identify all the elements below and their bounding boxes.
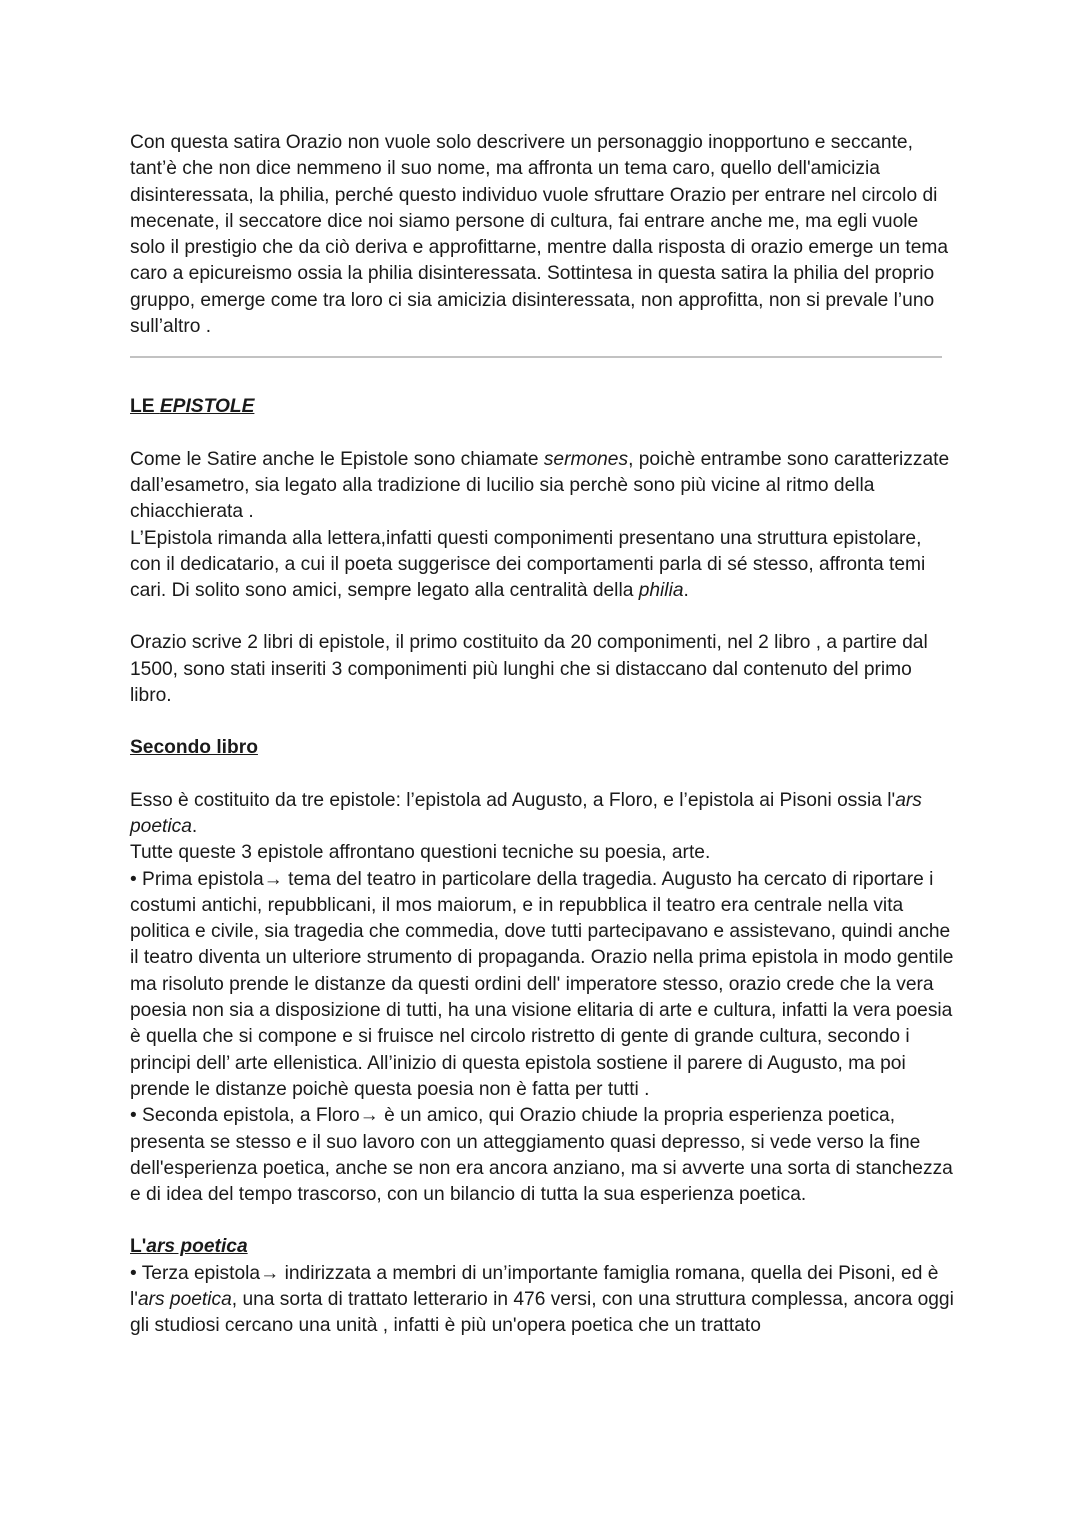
section-divider [130, 356, 942, 358]
prima-epistola-item: • Prima epistola→ tema del teatro in particolare della tragedia. Augusto ha cercato di riportare i costumi antichi, repubblicani, il mos maiorum, e in repubblica il teatro era centrale nella vita politica e civile, sia tragedia che commedia, dove tutti partecipavano e assistevano, quindi anche il teatro diventa un ulteriore strumento di propaganda. Orazio nella prima epistola in modo gentile ma risoluto prende le distanze da questi ordini dell' imperatore stesso, orazio crede che la vera poesia non sia a disposizione di tutti, ha una visione elitaria di arte e cultura, infatti la vera poesia è quella che si compone e si fruisce nel circolo ristretto di gente di grande cultura, secondo i principi dell’ arte ellenistica. All’inizio di questa epistola sostiene il parere di Augusto, ma poi prende le distanze poichè questa poesia non è fatta per tutti . [130, 868, 954, 1100]
epistole-paragraph-sermones: Come le Satire anche le Epistole sono chiamate sermones, poichè entrambe sono caratterizzate dall’esametro, sia legato alla tradizione di lucilio sia perchè sono più vicine al ritmo della chiacchierata . [130, 448, 950, 523]
secondo-libro-tutte: Tutte queste 3 epistole affrontano questioni tecniche su poesia, arte. [130, 842, 711, 864]
epistole-heading: LE EPISTOLE [130, 396, 255, 418]
ars-poetica-heading: L'ars poetica [130, 1236, 248, 1258]
satira-paragraph: Con questa satira Orazio non vuole solo descrivere un personaggio inopportuno e seccante, tant’è che non dice nemmeno il suo nome, ma affronta un tema caro, quello dell'amicizia disinteressata, la philia, perché questo individuo vuole sfruttare Orazio per entrare nel circolo di mecenate, il seccatore dice noi siamo persone di cultura, fai entrare anche me, ma egli vuole solo il prestigio che da ciò deriva e approfittarne, mentre dalla risposta di orazio emerge un tema caro a epicureismo ossia la philia disinteressata. Sottintesa in questa satira la philia del proprio gruppo, emerge come tra loro ci sia amicizia disinteressata, non approfitta, non si prevale l’uno sull’altro . [130, 132, 949, 338]
epistole-paragraph-lettera: L’Epistola rimanda alla lettera,infatti questi componimenti presentano una struttura epistolare, con il dedicatario, a cui il poeta suggerisce dei comportamenti parla di sé stesso, affronta temi cari. Di solito sono amici, sempre legato alla centralità della philia. [130, 527, 926, 602]
terza-epistola-item: • Terza epistola→ indirizzata a membri di un’importante famiglia romana, quella dei Pisoni, ed è l'ars poetica, una sorta di trattato letterario in 476 versi, con una struttura complessa, ancora oggi gli studiosi cercano una unità , infatti è più un'opera poetica che un trattato [130, 1262, 954, 1337]
seconda-epistola-item: • Seconda epistola, a Floro→ è un amico, qui Orazio chiude la propria esperienza poetica, presenta se stesso e il suo lavoro con un atteggiamento quasi depresso, si vede verso la fine dell'esperienza poetica, anche se non era ancora anziano, ma si avverte una sorta di stanchezza e di idea del tempo trascorso, con un bilancio di tutta la sua esperienza poetica. [130, 1105, 953, 1206]
secondo-libro-intro: Esso è costituito da tre epistole: l’epistola ad Augusto, a Floro, e l’epistola ai Pisoni ossia l'ars poetica. [130, 789, 922, 837]
epistole-paragraph-libri: Orazio scrive 2 libri di epistole, il primo costituito da 20 componimenti, nel 2 libro , a partire dal 1500, sono stati inseriti 3 componimenti più lunghi che si distaccano dal contenuto del primo libro. [130, 632, 928, 707]
document-body [130, 130, 955, 1340]
secondo-libro-heading: Secondo libro [130, 737, 258, 759]
